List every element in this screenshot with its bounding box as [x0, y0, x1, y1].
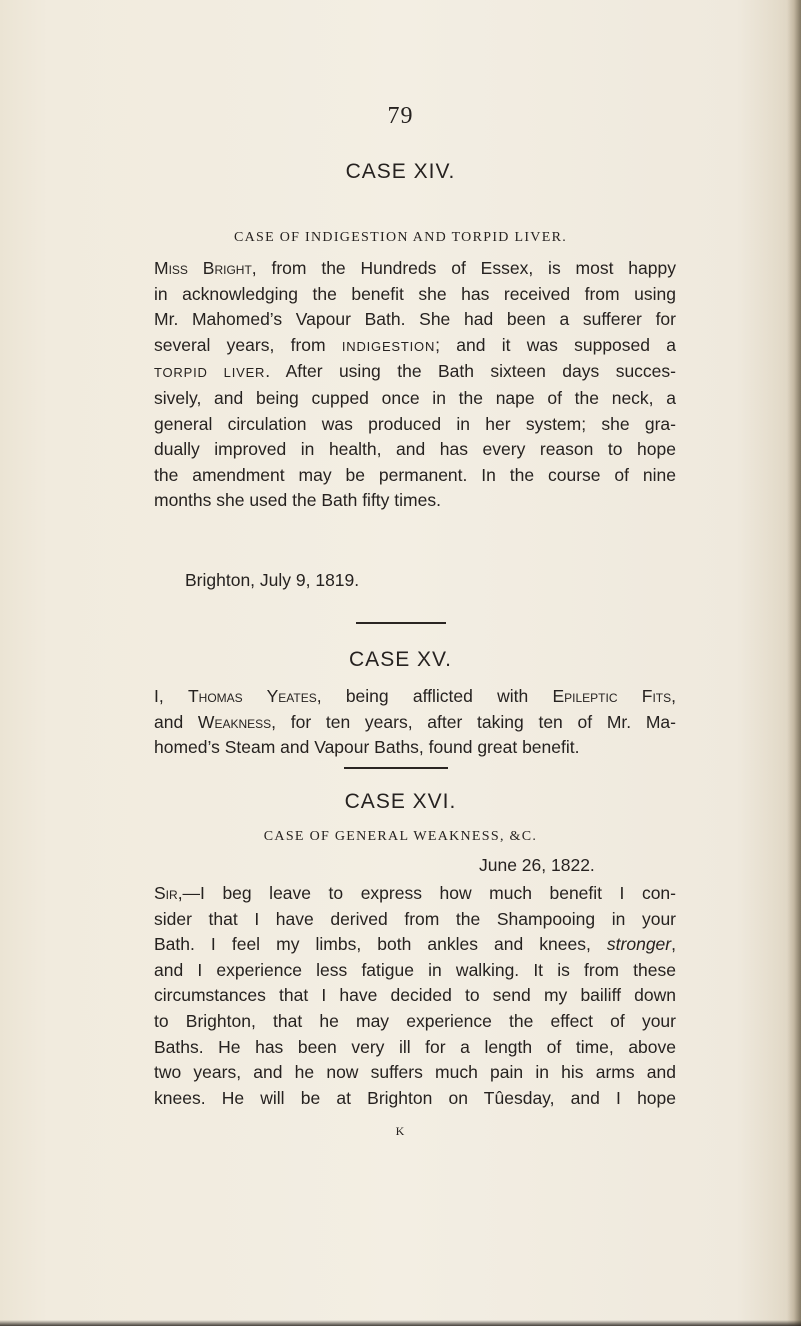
case-14-line-5: TORPID LIVER. After using the Bath sixteen days succes- [154, 361, 676, 382]
case-14-heading: CASE XIV. [345, 160, 456, 183]
case-16-line-1: Sir,—I beg leave to express how much benefit I con- [154, 883, 676, 903]
printer-signature-mark: K [395, 1124, 406, 1138]
case-14-line-9: the amendment may be permanent. In the course of nine [154, 464, 676, 485]
case-16-line-7: Baths. He has been very ill for a length of time, above [154, 1036, 676, 1057]
case-14-line-10: months she used the Bath fifty times. [154, 490, 441, 511]
case-14-line-8: dually improved in health, and has every reason to hope [154, 439, 676, 460]
case-16-line-6: to Brighton, that he may experience the effect of your [154, 1010, 676, 1031]
case-16-line-4: and I experience less fatigue in walking. It is from these [154, 959, 676, 980]
case-16-line-5: circumstances that I have decided to send my bailiff down [154, 985, 676, 1006]
case-15-line-1: I, Thomas Yeates, being afflicted with Epileptic Fits, [154, 686, 676, 706]
page-bottom-edge [0, 1320, 801, 1326]
case-15-line-2: and Weakness, for ten years, after taking ten of Mr. Ma- [154, 711, 676, 732]
case-14-paragraph [154, 256, 676, 514]
page-number: 79 [387, 103, 414, 129]
case-16-subheading: CASE OF GENERAL WEAKNESS, &C. [263, 829, 538, 844]
case-16-paragraph [154, 881, 676, 1111]
case-14-line-7: general circulation was produced in her system; she gra- [154, 413, 676, 434]
case-15-line-3: homed’s Steam and Vapour Baths, found great benefit. [154, 737, 580, 758]
case-14-line-6: sively, and being cupped once in the nape of the neck, a [154, 387, 676, 408]
case-14-line-4: several years, from INDIGESTION; and it was supposed a [154, 334, 676, 355]
case-16-line-2: sider that I have derived from the Shampooing in your [154, 908, 676, 929]
case-14-line-2: in acknowledging the benefit she has received from using [154, 283, 676, 304]
case-14-line-1: Miss Bright, from the Hundreds of Essex, is most happy [154, 258, 676, 278]
case-16-line-9: knees. He will be at Brighton on Tûesday, and I hope [154, 1087, 676, 1108]
case-15-paragraph [154, 684, 676, 761]
divider-2 [344, 767, 448, 769]
case-14-subheading: CASE OF INDIGESTION AND TORPID LIVER. [233, 230, 568, 245]
case-14-signature: Brighton, July 9, 1819. [185, 570, 360, 590]
case-16-line-8: two years, and he now suffers much pain in his arms and [154, 1062, 676, 1083]
divider-1 [356, 622, 446, 624]
case-16-line-3: Bath. I feel my limbs, both ankles and knees, stronger, [154, 934, 676, 955]
case-14-line-3: Mr. Mahomed’s Vapour Bath. She had been a sufferer for [154, 309, 676, 330]
letter-date: June 26, 1822. [479, 855, 595, 875]
case-15-heading: CASE XV. [349, 648, 452, 671]
case-16-heading: CASE XVI. [344, 790, 457, 813]
